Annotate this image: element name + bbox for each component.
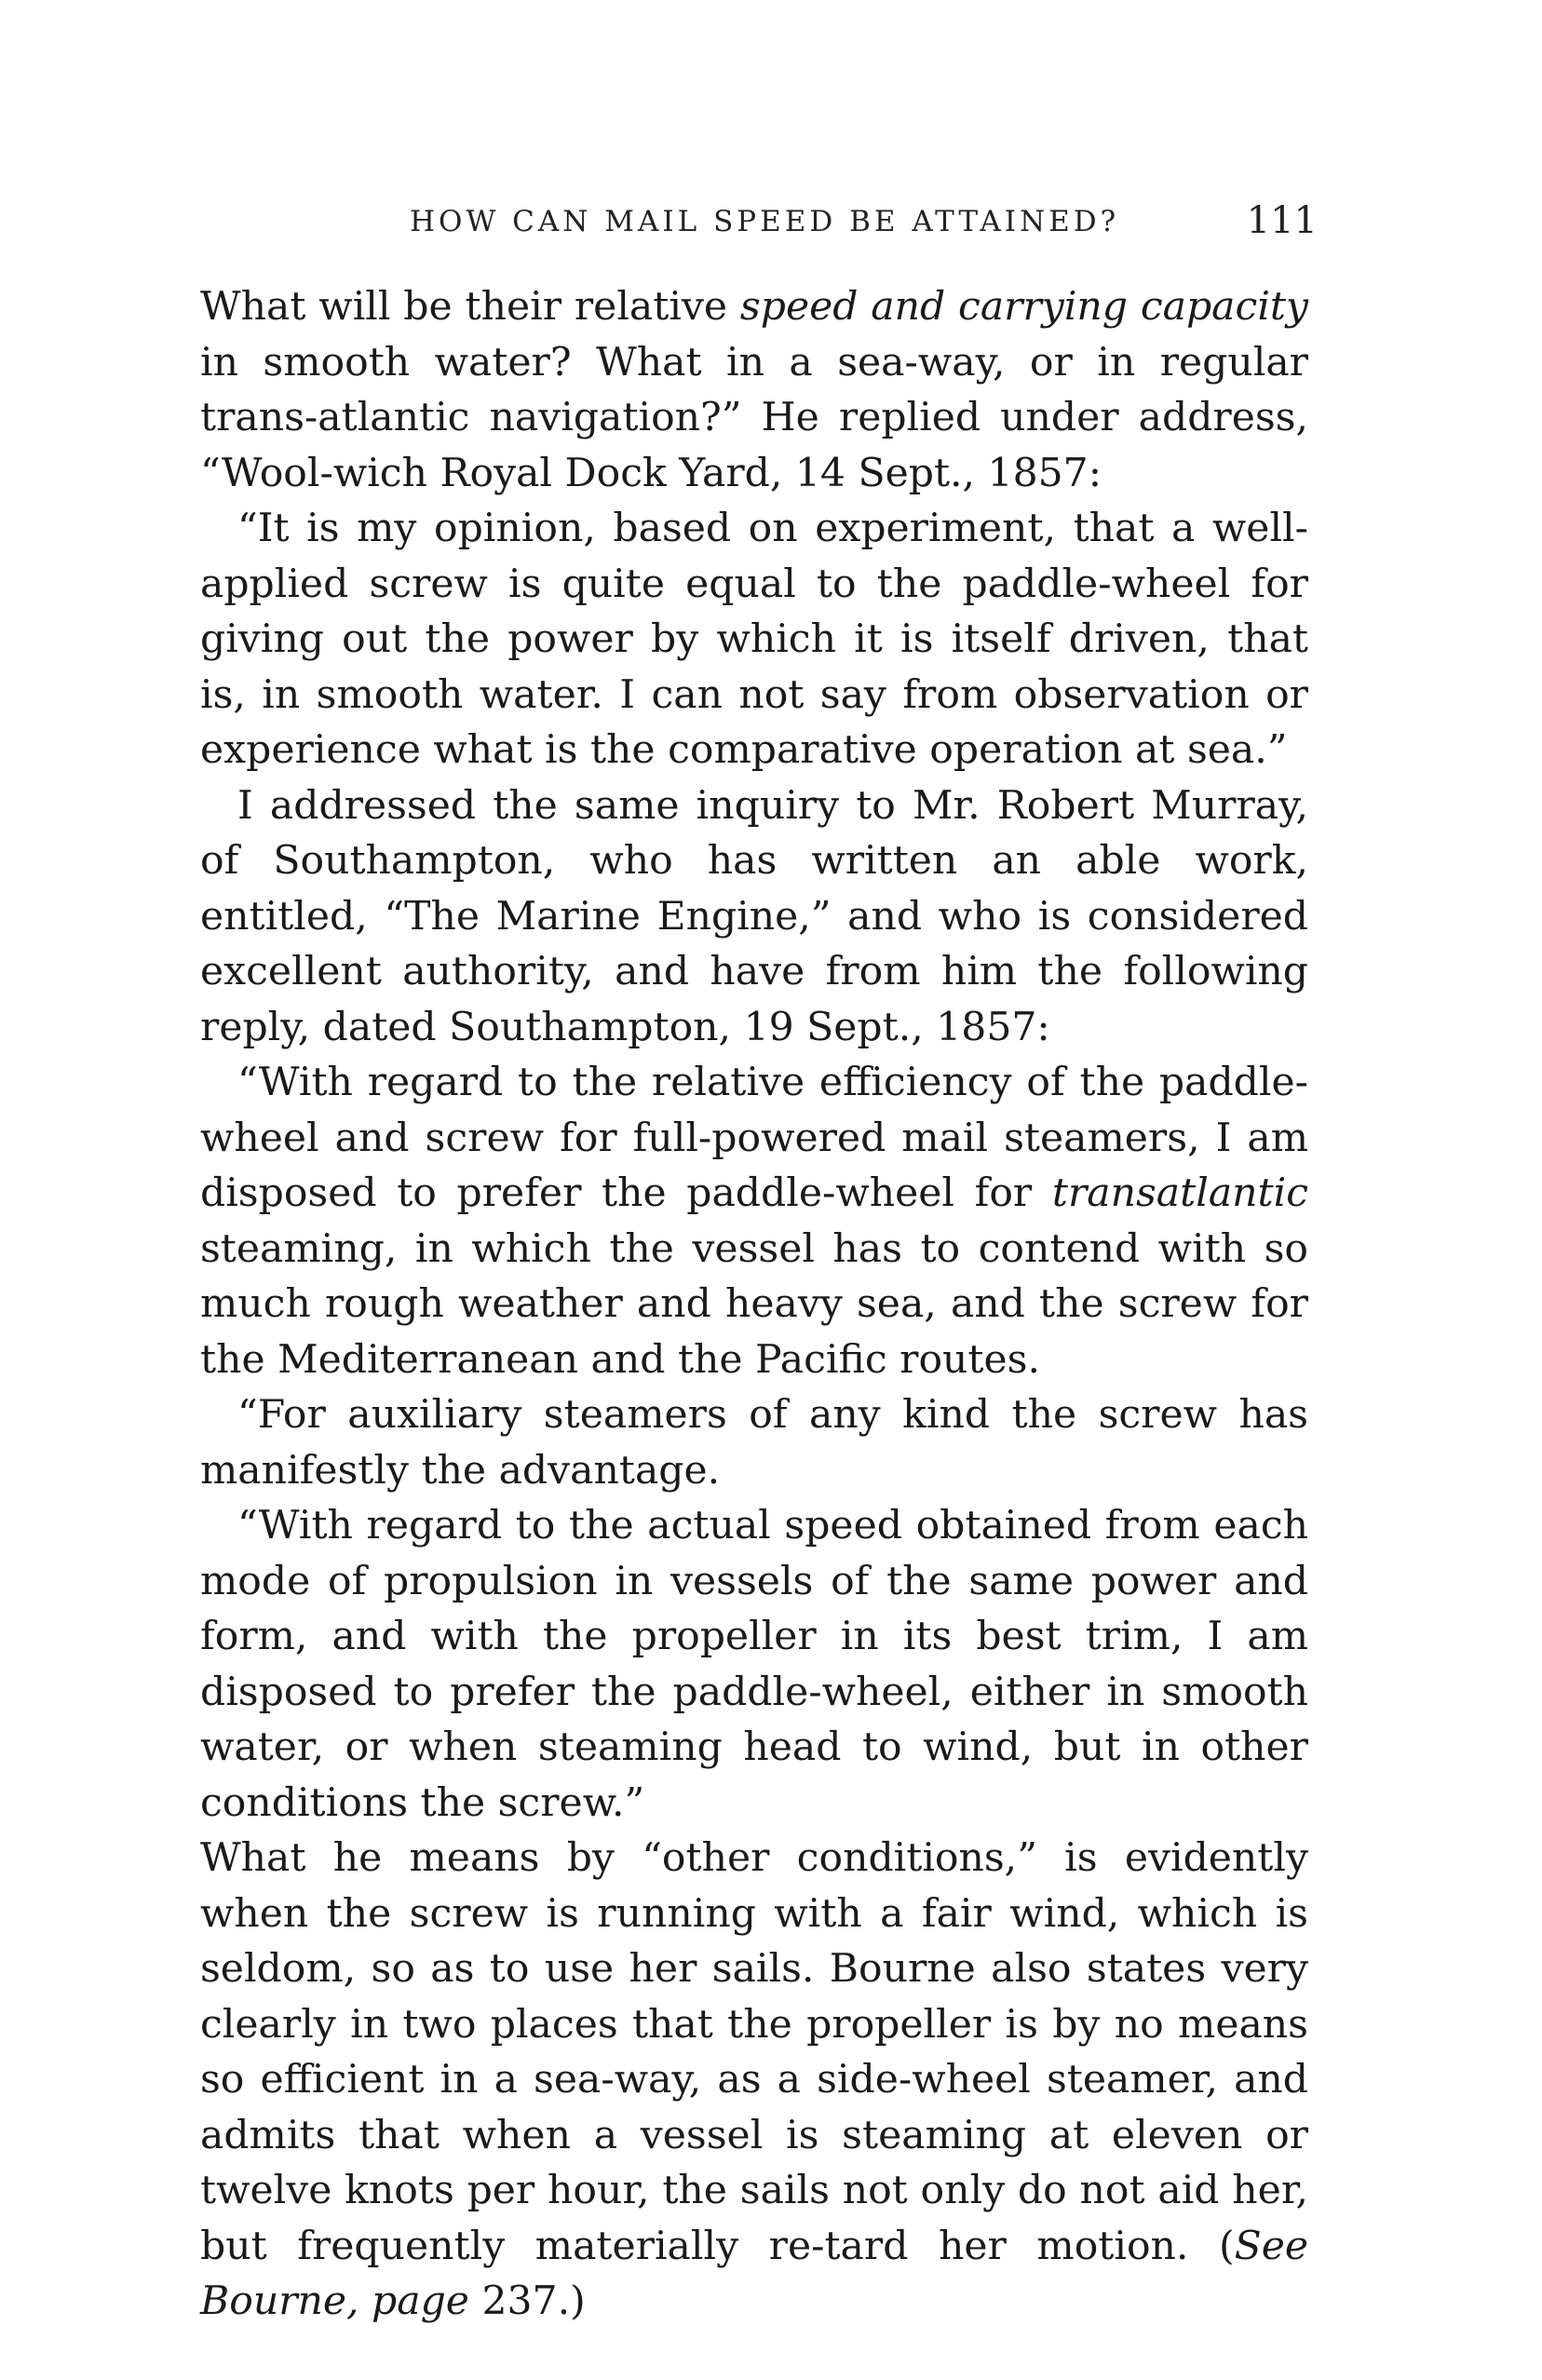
text-run: in smooth water? What in a sea-way, or in regular trans-atlantic navigation?” He replied under address, “Wool-wich Royal Dock Yard, 14 Sept., 1857: (200, 339, 1308, 496)
paragraph-murray-reply-2 (200, 1387, 1308, 1498)
italic-run: speed and carrying capacity (739, 284, 1308, 330)
paragraph-question (200, 279, 1308, 501)
text-run: “For auxiliary steamers of any kind the screw has manifestly the advantage. (200, 1392, 1308, 1494)
paragraph-murray-inquiry (200, 778, 1308, 1056)
italic-run: See Bourne, page (200, 2223, 1308, 2324)
text-run: 237.) (468, 2279, 586, 2324)
paragraph-commentary (200, 1831, 1308, 2330)
paragraph-murray-reply-1 (200, 1055, 1308, 1387)
paragraph-woolwich-reply (200, 501, 1308, 778)
text-run: “With regard to the relative efficiency of the paddle-wheel and screw for full-powered mail steamers, I am disposed to prefer the paddle-wheel for (200, 1060, 1308, 1216)
text-run: “With regard to the actual speed obtained from each mode of propulsion in vessels of the same power and form, and with the propeller in its best trim, I am disposed to prefer the paddle-wheel, either in smooth water, or when steaming head to wind, but in other conditions the screw.” (200, 1503, 1308, 1826)
body-text (200, 279, 1308, 2330)
text-run: What he means by “other conditions,” is evidently when the screw is running with a fair wind, which is seldom, so as to use her sails. Bourne also states very clearly in two places that the propeller is by no means so efficient in a sea-way, as a side-wheel steamer, and admits that when a vessel is steaming at eleven or twelve knots per hour, the sails not only do not aid her, but frequently materially re-tard her motion. ( (200, 1835, 1308, 2269)
text-run: steaming, in which the vessel has to contend with so much rough weather and heavy sea, and the screw for the Mediterranean and the Pacific routes. (200, 1225, 1308, 1383)
text-run: I addressed the same inquiry to Mr. Robert Murray, of Southampton, who has written an able work, entitled, “The Marine Engine,” and who is considered excellent authority, and have from him the following reply, dated Southampton, 19 Sept., 1857: (200, 782, 1308, 1050)
paragraph-murray-reply-3 (200, 1498, 1308, 1831)
page-number: 111 (1246, 199, 1318, 242)
page-header (200, 197, 1318, 253)
text-run: What will be their relative (200, 284, 740, 330)
italic-run: transatlantic (1051, 1170, 1308, 1216)
text-run: “It is my opinion, based on experiment, that a well-applied screw is quite equal to the paddle-wheel for giving out the power by which it is itself driven, that is, in smooth water. I can not say from observation or experience what is the comparative operation at sea.” (200, 506, 1308, 773)
running-head: HOW CAN MAIL SPEED BE ATTAINED? (410, 205, 1120, 238)
